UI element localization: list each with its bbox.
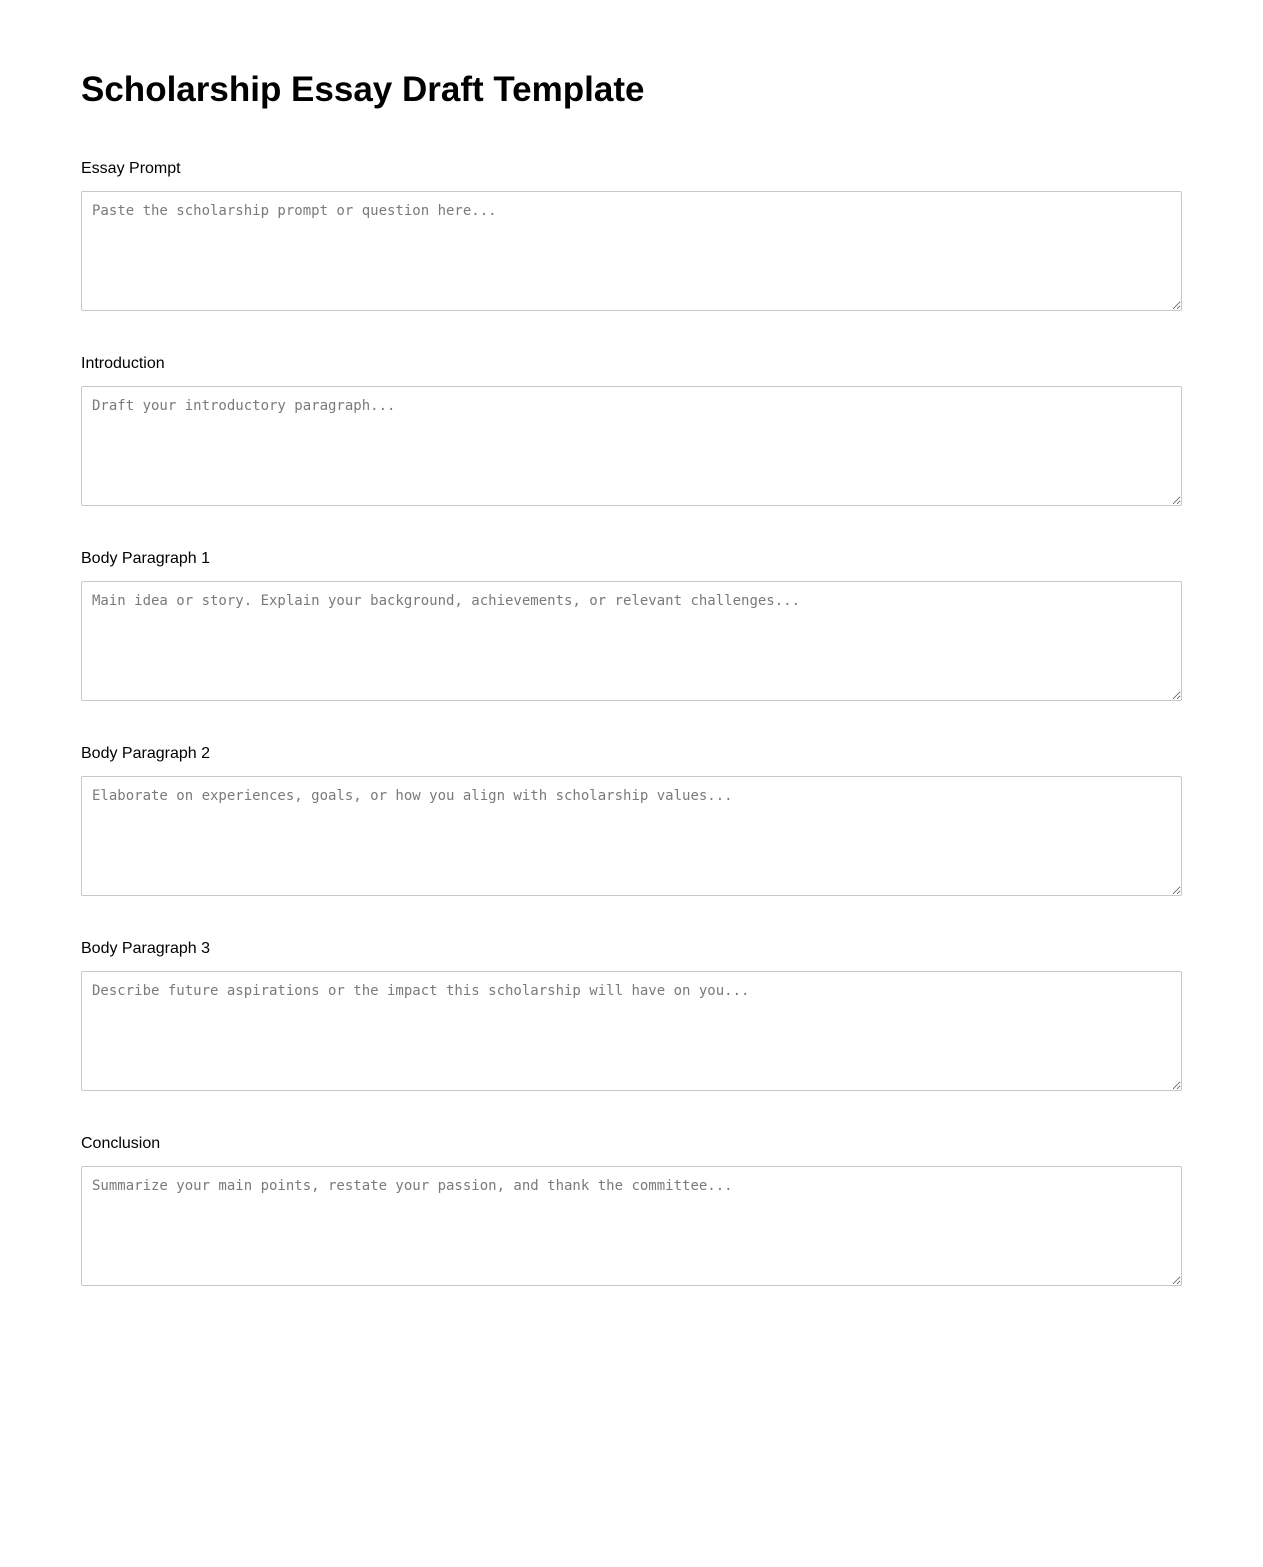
- section-body-paragraph-3: [81, 940, 1182, 1091]
- body-paragraph-3-label: Body Paragraph 3: [81, 940, 210, 957]
- page-title: Scholarship Essay Draft Template: [81, 70, 645, 109]
- essay-fields: [81, 160, 1182, 1286]
- body-paragraph-1-label: Body Paragraph 1: [81, 550, 210, 567]
- essay-prompt-textarea[interactable]: [81, 191, 1182, 311]
- conclusion-textarea[interactable]: [81, 1166, 1182, 1286]
- section-introduction: [81, 355, 1182, 506]
- body-paragraph-3-textarea[interactable]: [81, 971, 1182, 1091]
- essay-prompt-label: Essay Prompt: [81, 160, 181, 177]
- section-body-paragraph-1: [81, 550, 1182, 701]
- introduction-label: Introduction: [81, 355, 165, 372]
- body-paragraph-1-textarea[interactable]: [81, 581, 1182, 701]
- section-body-paragraph-2: [81, 745, 1182, 896]
- introduction-textarea[interactable]: [81, 386, 1182, 506]
- body-paragraph-2-label: Body Paragraph 2: [81, 745, 210, 762]
- section-conclusion: [81, 1135, 1182, 1286]
- body-paragraph-2-textarea[interactable]: [81, 776, 1182, 896]
- section-essay-prompt: [81, 160, 1182, 311]
- conclusion-label: Conclusion: [81, 1135, 161, 1152]
